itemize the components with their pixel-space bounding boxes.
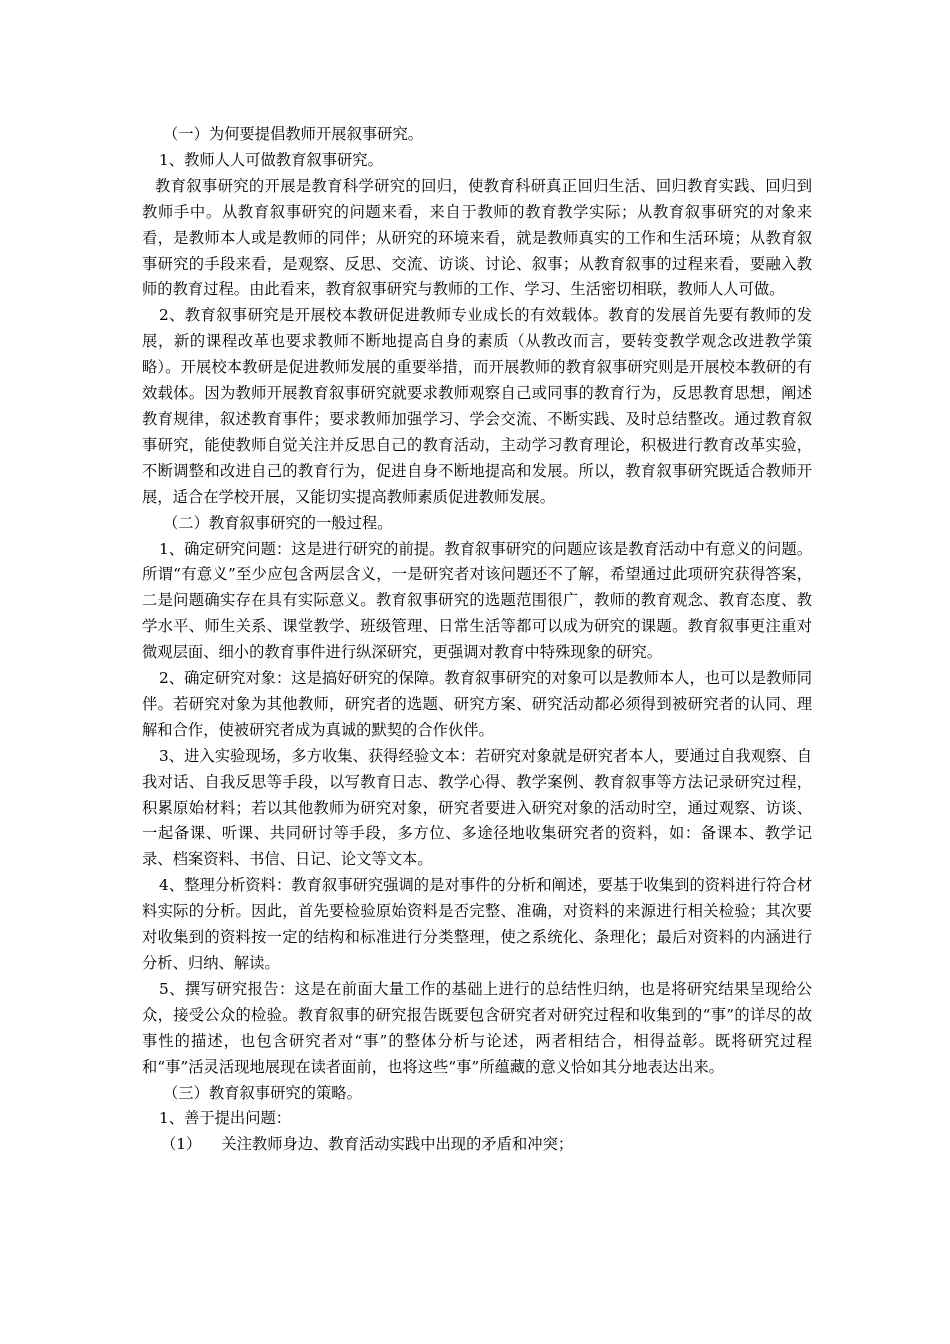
paragraph-2-2: 2、确定研究对象：这是搞好研究的保障。教育叙事研究的对象可以是教师本人，也可以是教师同伴。若研究对象为其他教师，研究者的选题、研究方案、研究活动都必须得到被研究者的认同、理解和合作，使被研究者成为真诚的默契的合作伙伴。 — [142, 669, 812, 739]
section-heading-3: （三）教育叙事研究的策略。 — [163, 1083, 362, 1102]
section-heading-2: （二）教育叙事研究的一般过程。 — [163, 513, 393, 532]
list-item-number: （1） — [161, 1135, 202, 1154]
paragraph-1-2: 2、教育叙事研究是开展校本教研促进教师专业成长的有效载体。教育的发展首先要有教师的发展，新的课程改革也要求教师不断地提高自身的素质（从教改而言，要转变教学观念改进教学策略）。开展校本教研是促进教师发展的重要举措，而开展教师的教育叙事研究则是开展校本教研的有效载体。因为教师开展教育叙事研究就要求教师观察自己或同事的教育行为，反思教育思想，阐述教育规律，叙述教育事件；要求教师加强学习、学会交流、不断实践、及时总结整改。通过教育叙事研究，能使教师自觉关注并反思自己的教育活动，主动学习教育理论，积极进行教育改革实验，不断调整和改进自己的教育行为，促进自身不断地提高和发展。所以，教育叙事研究既适合教师开展，适合在学校开展，又能切实提高教师素质促进教师发展。 — [142, 306, 812, 506]
subheading-1-1: 1、教师人人可做教育叙事研究。 — [159, 150, 383, 169]
paragraph-2-5: 5、撰写研究报告：这是在前面大量工作的基础上进行的总结性归纳，也是将研究结果呈现给公众，接受公众的检验。教育叙事的研究报告既要包含研究者对研究过程和收集到的“事”的详尽的故事性的描述，也包含研究者对“事”的整体分析与论述，两者相结合，相得益彰。既将研究过程和“事”活灵活现地展现在读者面前，也将这些“事”所蕴藏的意义恰如其分地表达出来。 — [142, 979, 812, 1076]
section-heading-1: （一）为何要提倡教师开展叙事研究。 — [163, 125, 424, 143]
paragraph-2-4: 4、整理分析资料：教育叙事研究强调的是对事件的分析和阐述，要基于收集到的资料进行符合材料实际的分析。因此，首先要检验原始资料是否完整、准确，对资料的来源进行相关检验；其次要对收集到的资料按一定的结构和标准进行分类整理，使之系统化、条理化；最后对资料的内涵进行分析、归纳、解读。 — [142, 876, 812, 972]
list-item — [142, 1132, 812, 1158]
paragraph-1-1-body: 教育叙事研究的开展是教育科学研究的回归，使教育科研真正回归生活、回归教育实践、回归到教师手中。从教育叙事研究的问题来看，来自于教师的教育教学实际；从教育叙事研究的对象来看，是教师本人或是教师的同伴；从研究的环境来看，就是教师真实的工作和生活环境；从教育叙事研究的手段来看，是观察、反思、交流、访谈、讨论、叙事；从教育叙事的过程来看，要融入教师的教育过程。由此看来，教育叙事研究与教师的工作、学习、生活密切相联，教师人人可做。 — [142, 176, 812, 299]
list-item-text: 关注教师身边、教育活动实践中出现的矛盾和冲突； — [221, 1135, 574, 1154]
subheading-3-1: 1、善于提出问题： — [159, 1109, 292, 1128]
document-body — [142, 122, 812, 1158]
paragraph-2-3: 3、进入实验现场，多方收集、获得经验文本：若研究对象就是研究者本人，要通过自我观察、自我对话、自我反思等手段，以写教育日志、教学心得、教学案例、教育叙事等方法记录研究过程，积累原始材料；若以其他教师为研究对象，研究者要进入研究对象的活动时空，通过观察、访谈、一起备课、听课、共同研讨等手段，多方位、多途径地收集研究者的资料，如：备课本、教学记录、档案资料、书信、日记、论文等文本。 — [142, 746, 812, 869]
paragraph-2-1: 1、确定研究问题：这是进行研究的前提。教育叙事研究的问题应该是教育活动中有意义的问题。所谓“有意义”至少应包含两层含义，一是研究者对该问题还不了解，希望通过此项研究获得答案，二是问题确实存在具有实际意义。教育叙事研究的选题范围很广，教师的教育观念、教育态度、教学水平、师生关系、课堂教学、班级管理、日常生活等都可以成为研究的课题。教育叙事更注重对微观层面、细小的教育事件进行纵深研究，更强调对教育中特殊现象的研究。 — [142, 539, 812, 662]
